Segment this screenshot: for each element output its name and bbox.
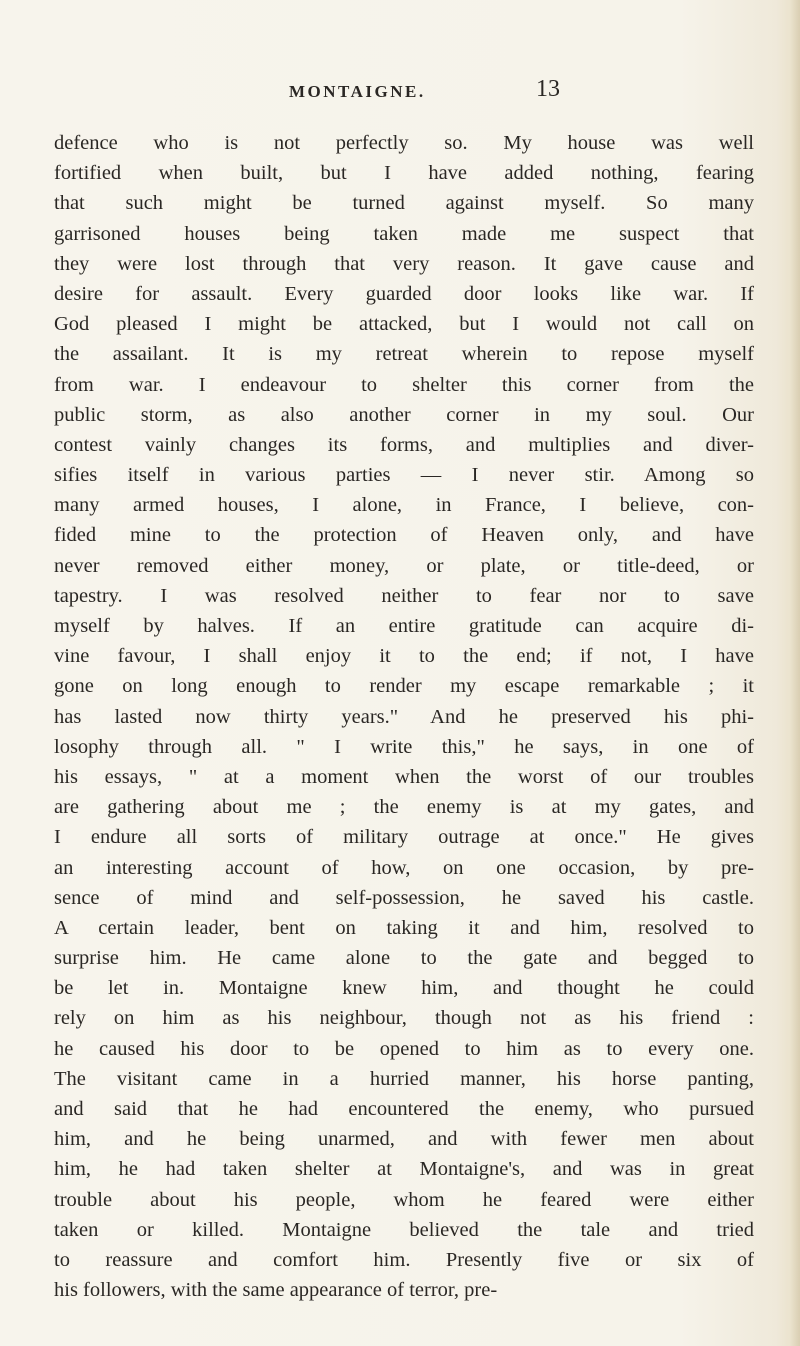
text-line: God pleased I might be attacked, but I would not call on bbox=[54, 313, 754, 336]
text-line: him, he had taken shelter at Montaigne's, and was in great bbox=[54, 1158, 754, 1181]
text-line: desire for assault. Every guarded door looks like war. If bbox=[54, 282, 754, 305]
text-line: never removed either money, or plate, or title-deed, or bbox=[54, 554, 754, 577]
text-line: they were lost through that very reason. It gave cause and bbox=[54, 252, 754, 275]
text-line: surprise him. He came alone to the gate and begged to bbox=[54, 947, 754, 970]
running-head: MONTAIGNE. bbox=[289, 82, 426, 101]
text-line: many armed houses, I alone, in France, I believe, con- bbox=[54, 494, 754, 517]
text-line: garrisoned houses being taken made me suspect that bbox=[54, 222, 754, 245]
text-line: gone on long enough to render my escape remarkable ; it bbox=[54, 675, 754, 698]
text-line: public storm, as also another corner in my soul. Our bbox=[54, 403, 754, 426]
text-line: sence of mind and self-possession, he saved his castle. bbox=[54, 886, 754, 909]
text-line: trouble about his people, whom he feared were either bbox=[54, 1188, 754, 1211]
text-line: from war. I endeavour to shelter this corner from the bbox=[54, 373, 754, 396]
text-line: defence who is not perfectly so. My house was well bbox=[54, 132, 754, 154]
text-line: vine favour, I shall enjoy it to the end; if not, I have bbox=[54, 645, 754, 668]
text-line: fided mine to the protection of Heaven only, and have bbox=[54, 524, 754, 547]
text-line: be let in. Montaigne knew him, and thought he could bbox=[54, 977, 754, 1000]
text-line: are gathering about me ; the enemy is at my gates, and bbox=[54, 796, 754, 819]
text-line: losophy through all. " I write this," he says, in one of bbox=[54, 735, 754, 758]
text-line: to reassure and comfort him. Presently five or six of bbox=[54, 1248, 754, 1271]
text-line: fortified when built, but I have added nothing, fearing bbox=[54, 162, 754, 185]
body-text bbox=[54, 128, 754, 1305]
page-header bbox=[0, 76, 800, 112]
text-line: his essays, " at a moment when the worst of our troubles bbox=[54, 765, 754, 788]
text-line: tapestry. I was resolved neither to fear nor to save bbox=[54, 584, 754, 607]
text-line: and said that he had encountered the enemy, who pursued bbox=[54, 1098, 754, 1120]
text-line: contest vainly changes its forms, and multiplies and diver- bbox=[54, 433, 754, 456]
text-line: I endure all sorts of military outrage at once." He gives bbox=[54, 826, 754, 849]
text-line: The visitant came in a hurried manner, his horse panting, bbox=[54, 1067, 754, 1090]
page-number: 13 bbox=[536, 76, 560, 102]
page-edge-shadow bbox=[790, 0, 800, 1346]
text-line: he caused his door to be opened to him as to every one. bbox=[54, 1037, 754, 1060]
text-line: taken or killed. Montaigne believed the tale and tried bbox=[54, 1218, 754, 1241]
text-line: that such might be turned against myself. So many bbox=[54, 192, 754, 215]
text-line: A certain leader, bent on taking it and him, resolved to bbox=[54, 916, 754, 939]
text-line: sifies itself in various parties — I never stir. Among so bbox=[54, 464, 754, 487]
text-line: rely on him as his neighbour, though not as his friend : bbox=[54, 1007, 754, 1030]
text-line: the assailant. It is my retreat wherein to repose myself bbox=[54, 343, 754, 366]
text-line: him, and he being unarmed, and with fewer men about bbox=[54, 1128, 754, 1151]
text-line: has lasted now thirty years." And he preserved his phi- bbox=[54, 705, 754, 728]
text-line: an interesting account of how, on one occasion, by pre- bbox=[54, 856, 754, 879]
text-line: his followers, with the same appearance of terror, pre- bbox=[54, 1279, 498, 1302]
text-line: myself by halves. If an entire gratitude can acquire di- bbox=[54, 615, 754, 637]
